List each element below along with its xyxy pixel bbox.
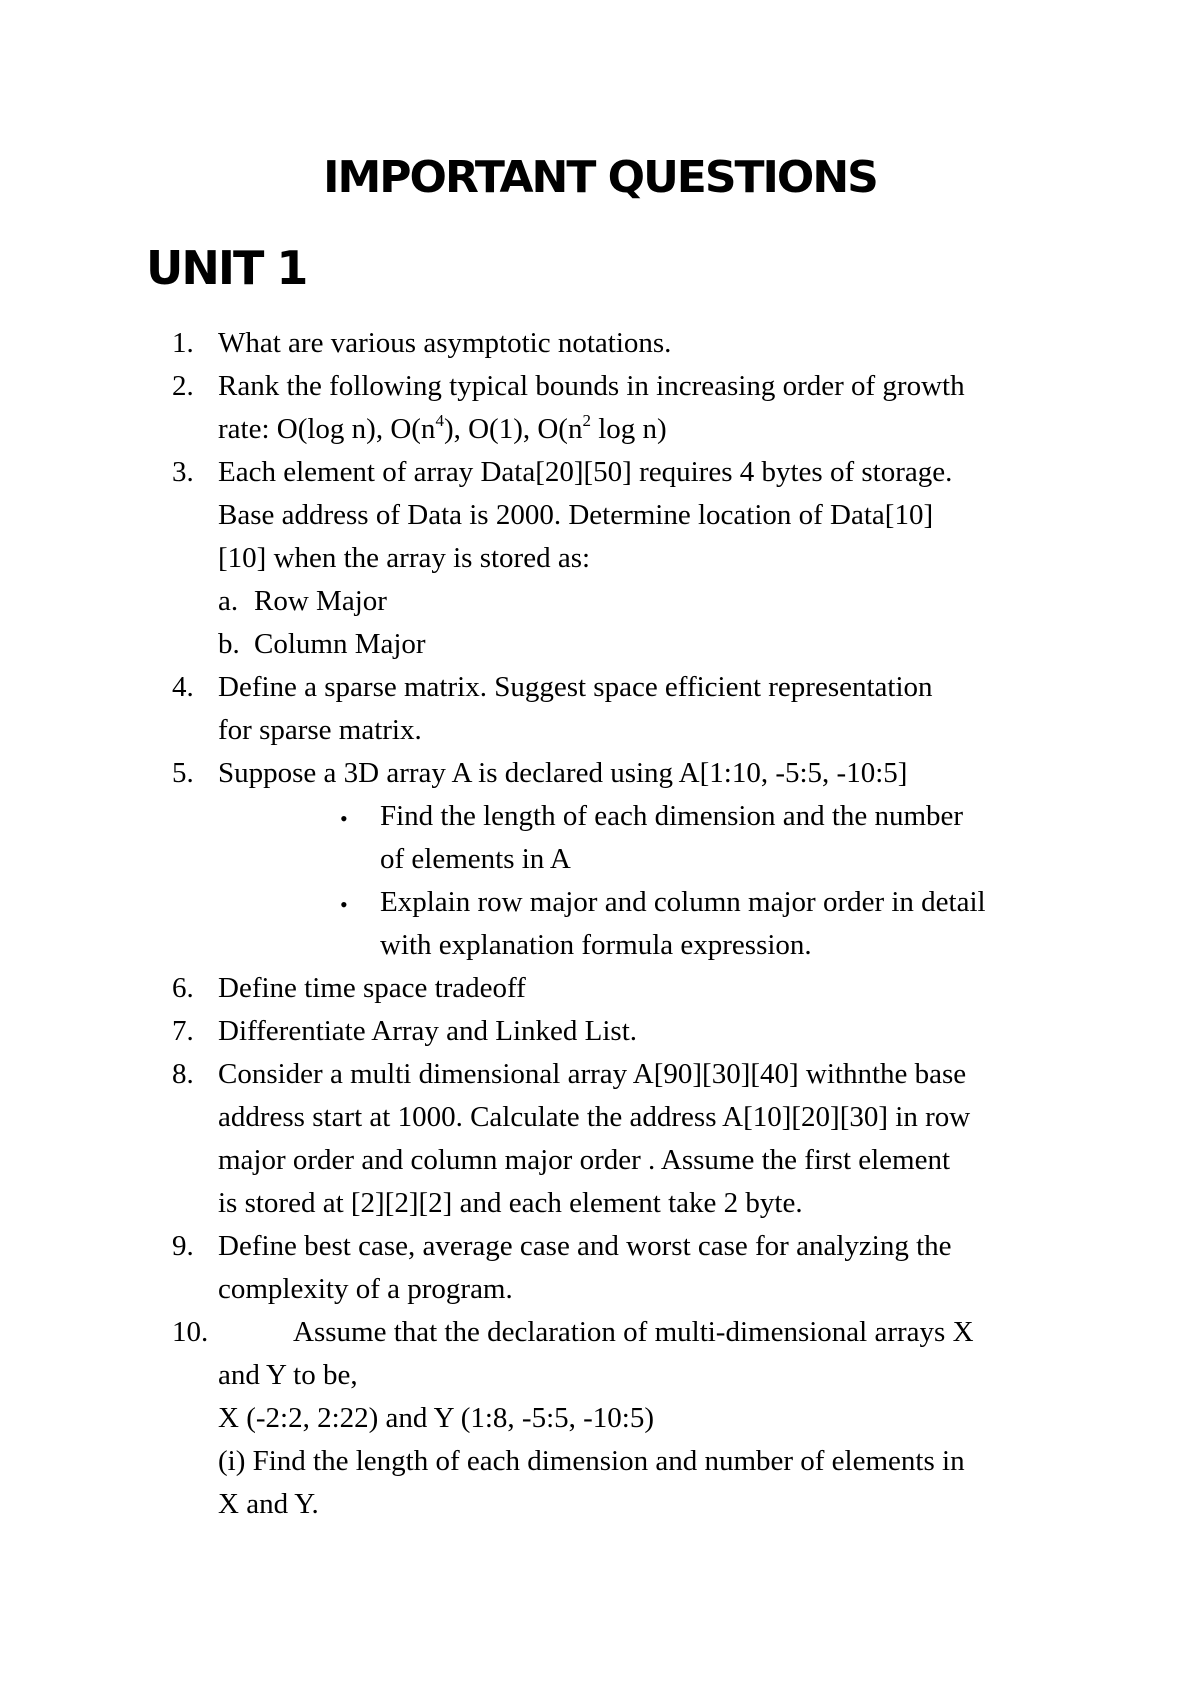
question-number: 9. xyxy=(172,1230,194,1262)
question-text-line: Differentiate Array and Linked List. xyxy=(218,1015,638,1047)
question-text-line: Define best case, average case and worst case for analyzing the xyxy=(218,1230,952,1262)
superscript: 2 xyxy=(582,411,591,430)
question-text-line: Define a sparse matrix. Suggest space efficient representation xyxy=(218,671,933,703)
question-text-line: (i) Find the length of each dimension and number of elements in xyxy=(218,1445,965,1477)
sub-item-letter: a. xyxy=(218,585,239,617)
question-text-line: [10] when the array is stored as: xyxy=(218,542,591,574)
question-text-line: Base address of Data is 2000. Determine location of Data[10] xyxy=(218,499,934,531)
superscript: 4 xyxy=(435,411,444,430)
question-number: 3. xyxy=(172,456,194,488)
question-number: 2. xyxy=(172,370,194,402)
question-text-line: Assume that the declaration of multi-dimensional arrays X xyxy=(293,1316,974,1348)
question-text-line: What are various asymptotic notations. xyxy=(218,327,672,359)
question-text-line: Rank the following typical bounds in increasing order of growth xyxy=(218,370,965,402)
bullet-text-line: of elements in A xyxy=(380,843,571,875)
question-text-line xyxy=(218,408,667,451)
question-text-line: Each element of array Data[20][50] requires 4 bytes of storage. xyxy=(218,456,953,488)
math-text: rate: O(log n), O(n xyxy=(218,413,436,445)
question-text-line: X (-2:2, 2:22) and Y (1:8, -5:5, -10:5) xyxy=(218,1402,654,1434)
question-text-line: is stored at [2][2][2] and each element take 2 byte. xyxy=(218,1187,803,1219)
question-number: 6. xyxy=(172,972,194,1004)
question-text-line: major order and column major order . Assume the first element xyxy=(218,1144,951,1176)
page-title: IMPORTANT QUESTIONS xyxy=(323,152,877,203)
question-text-line: and Y to be, xyxy=(218,1359,358,1391)
question-number: 1. xyxy=(172,327,194,359)
question-number: 5. xyxy=(172,757,194,789)
math-text: ), O(1), O(n xyxy=(443,413,583,445)
question-text-line: for sparse matrix. xyxy=(218,714,422,746)
sub-item-letter: b. xyxy=(218,628,240,660)
question-number: 4. xyxy=(172,671,194,703)
bullet-icon: • xyxy=(340,892,348,917)
unit-heading: UNIT 1 xyxy=(146,241,307,295)
bullet-text-line: Explain row major and column major order in detail xyxy=(380,886,986,918)
question-text-line: X and Y. xyxy=(218,1488,319,1520)
bullet-text-line: with explanation formula expression. xyxy=(380,929,812,961)
question-text-line: Suppose a 3D array A is declared using A[1:10, -5:5, -10:5] xyxy=(218,757,908,789)
question-text-line: Consider a multi dimensional array A[90][30][40] withnthe base xyxy=(218,1058,967,1090)
sub-item-text: Row Major xyxy=(254,585,387,617)
question-number: 7. xyxy=(172,1015,194,1047)
sub-item-text: Column Major xyxy=(254,628,426,660)
bullet-icon: • xyxy=(340,806,348,831)
question-text-line: Define time space tradeoff xyxy=(218,972,526,1004)
question-number: 10. xyxy=(172,1316,209,1348)
question-text-line: address start at 1000. Calculate the address A[10][20][30] in row xyxy=(218,1101,971,1133)
bullet-text-line: Find the length of each dimension and the number xyxy=(380,800,964,832)
question-number: 8. xyxy=(172,1058,194,1090)
math-text: log n) xyxy=(590,413,667,445)
question-text-line: complexity of a program. xyxy=(218,1273,513,1305)
